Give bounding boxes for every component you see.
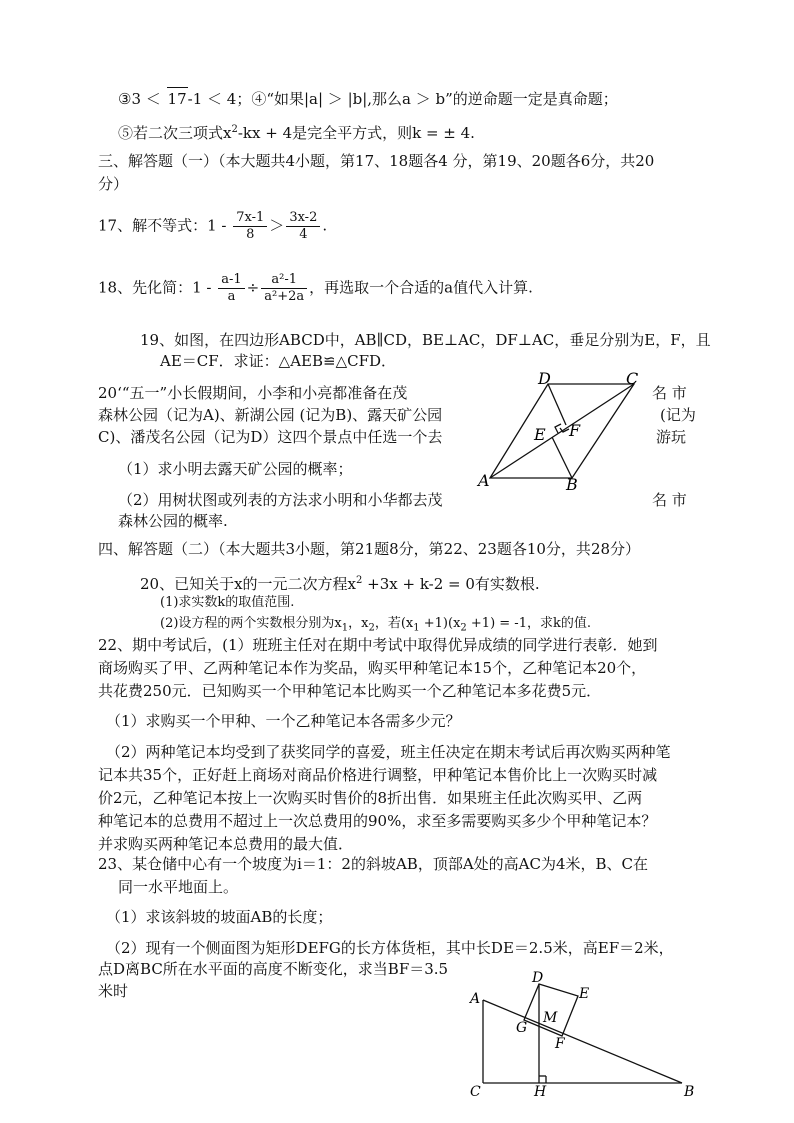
slope-ab <box>483 1000 682 1083</box>
label-e: E <box>579 986 590 1002</box>
label-b: B <box>684 1084 695 1100</box>
subscript: 1 <box>341 622 349 634</box>
question-22-part2-line3: 价2元，乙种笔记本按上一次购买时售价的8折出售．如果班主任此次购买甲、乙两 <box>98 789 643 807</box>
slope-figure <box>462 968 702 1100</box>
statement-5 <box>118 119 475 144</box>
question-22-line3: 共花费250元．已知购买一个甲种笔记本比购买一个乙种笔记本多花费5元． <box>98 682 602 700</box>
fraction <box>261 272 307 305</box>
question-23-part2-line3: 米时 <box>98 982 129 1000</box>
numerator: a²-1 <box>261 272 307 289</box>
numerator: 7x-1 <box>233 210 267 227</box>
question-20-line3-right: 游玩 <box>656 428 687 446</box>
text-segment: ÷ <box>246 278 260 297</box>
section-3-heading-cont: 分） <box>98 175 129 193</box>
exponent: 2 <box>231 124 238 135</box>
text-segment: +3x + k-2 = 0有实数根. <box>362 575 540 593</box>
question-20-line2: 森林公园（记为A)、新湖公园 (记为B)、露天矿公园 <box>98 406 443 424</box>
text-segment: (2)设方程的两个实数根分别为x <box>160 616 342 631</box>
label-c: C <box>626 370 639 388</box>
question-20b-part1: (1)求实数k的取值范围. <box>160 595 295 610</box>
text-segment: ，再选取一个合适的a值代入计算. <box>309 278 533 297</box>
exponent: 2 <box>356 575 363 586</box>
text-segment: 18、先化简：1 - <box>98 278 212 297</box>
question-22-part1: （1）求购买一个甲种、一个乙种笔记本各需多少元？ <box>106 712 461 730</box>
section-4-heading: 四、解答题（二）（本大题共3小题，第21题8分，第22、23题各10分，共28分） <box>98 540 641 558</box>
question-23-part2-line2: 点D离BC所在水平面的高度不断变化，求当BF＝3.5 <box>98 960 449 978</box>
text-segment: ⑤若二次三项式x <box>118 124 232 142</box>
question-23-part2-line1: （2）现有一个侧面图为矩形DEFG的长方体货柜，其中长DE＝2.5米，高EF＝2米， <box>106 939 674 957</box>
label-e: E <box>534 425 546 444</box>
text-segment: 17、解不等式：1 - <box>98 216 227 235</box>
text-segment: ，若(x <box>374 616 414 631</box>
numerator: 3x-2 <box>286 210 320 227</box>
text-segment: ，x <box>348 616 369 631</box>
question-20-part2-cont: 森林公园的概率. <box>118 512 228 530</box>
statement-3-4 <box>118 87 618 110</box>
text-segment: -1 ＜ 4；④“如果|a| ＞ |b|,那么a ＞ b”的逆命题一定是真命题； <box>187 90 618 108</box>
text-segment: -kx + 4是完全平方式，则k = ± 4. <box>237 124 475 142</box>
label-d: D <box>532 970 544 986</box>
question-23-line2: 同一水平地面上。 <box>118 878 239 896</box>
question-19-cont: AE＝CF．求证：△AEB≌△CFD． <box>160 352 397 370</box>
question-23-part1: （1）求该斜坡的坡面AB的长度； <box>106 908 333 926</box>
section-3-heading: 三、解答题（一）（本大题共4小题，第17、18题各4 分，第19、20题各6分，共20 <box>98 152 655 170</box>
text-segment: 20、已知关于x的一元二次方程x <box>140 575 357 593</box>
label-a: A <box>470 991 481 1007</box>
label-c: C <box>470 1084 481 1100</box>
sqrt-radicand: 17 <box>167 87 188 110</box>
label-b: B <box>566 475 578 492</box>
question-18 <box>98 272 533 305</box>
denominator: a <box>227 289 236 304</box>
subscript: 2 <box>368 622 375 634</box>
label-m: M <box>543 1010 558 1026</box>
question-22-line1: 22、期中考试后，(1）班班主任对在期中考试中取得优异成绩的同学进行表彰．她到 <box>98 636 658 654</box>
question-22-line2: 商场购买了甲、乙两种笔记本作为奖品，购买甲种笔记本15个，乙种笔记本20个， <box>98 659 647 677</box>
text-segment: ③3 ＜ <box>118 90 166 108</box>
text-segment: ＞ <box>269 216 285 235</box>
denominator: a²+2a <box>264 289 305 304</box>
label-h: H <box>534 1084 547 1100</box>
fraction <box>218 272 244 305</box>
numerator: a-1 <box>218 272 244 289</box>
question-23-line1: 23、某仓储中心有一个坡度为i＝1：2的斜坡AB，顶部A处的高AC为4米，B、C在 <box>98 855 649 873</box>
question-17 <box>98 210 327 243</box>
denominator: 8 <box>246 227 255 242</box>
question-22-part2-line4: 种笔记本的总费用不超过上一次总费用的90%，求至多需要购买多少个甲种笔记本？ <box>98 812 657 830</box>
question-20-line1: 20‘“五一”小长假期间，小李和小亮都准备在茂 <box>98 384 408 402</box>
label-g: G <box>516 1020 528 1036</box>
question-19: 19、如图，在四边形ABCD中，AB∥CD，BE⊥AC，DF⊥AC，垂足分别为E，F，且 <box>140 331 711 349</box>
label-d: D <box>538 370 551 388</box>
segment-be <box>552 437 572 478</box>
fraction <box>286 210 320 243</box>
text-segment: . <box>322 216 328 235</box>
question-20-part2: （2）用树状图或列表的方法求小明和小华都去茂 <box>118 491 443 509</box>
text-segment: +1) = -1，求k的值. <box>466 616 591 631</box>
fraction <box>233 210 267 243</box>
question-20-line2-right: (记为 <box>660 406 696 424</box>
label-f: F <box>555 1036 565 1052</box>
question-20-line1-right: 名 市 <box>652 384 687 402</box>
question-20-line3: C)、潘茂名公园（记为D）这四个景点中任选一个去 <box>98 428 443 446</box>
segment-df <box>548 384 566 425</box>
question-22-part2-line2: 记本共35个，正好赶上商场对商品价格进行调整，甲种笔记本售价比上一次购买时减 <box>98 766 658 784</box>
subscript: 2 <box>460 622 467 634</box>
label-f: F <box>569 421 581 440</box>
quadrilateral-figure <box>474 370 644 492</box>
question-20-part2-right: 名 市 <box>652 491 687 509</box>
label-a: A <box>478 471 490 490</box>
question-22-part2-line5: 并求购买两种笔记本总费用的最大值． <box>98 835 354 853</box>
question-22-part2-line1: （2）两种笔记本均受到了获奖同学的喜爱，班主任决定在期末考试后再次购买两种笔 <box>106 743 671 761</box>
question-20-part1: （1）求小明去露天矿公园的概率； <box>118 460 353 478</box>
denominator: 4 <box>299 227 308 242</box>
subscript: 1 <box>413 622 420 634</box>
text-segment: +1)(x <box>419 616 461 631</box>
